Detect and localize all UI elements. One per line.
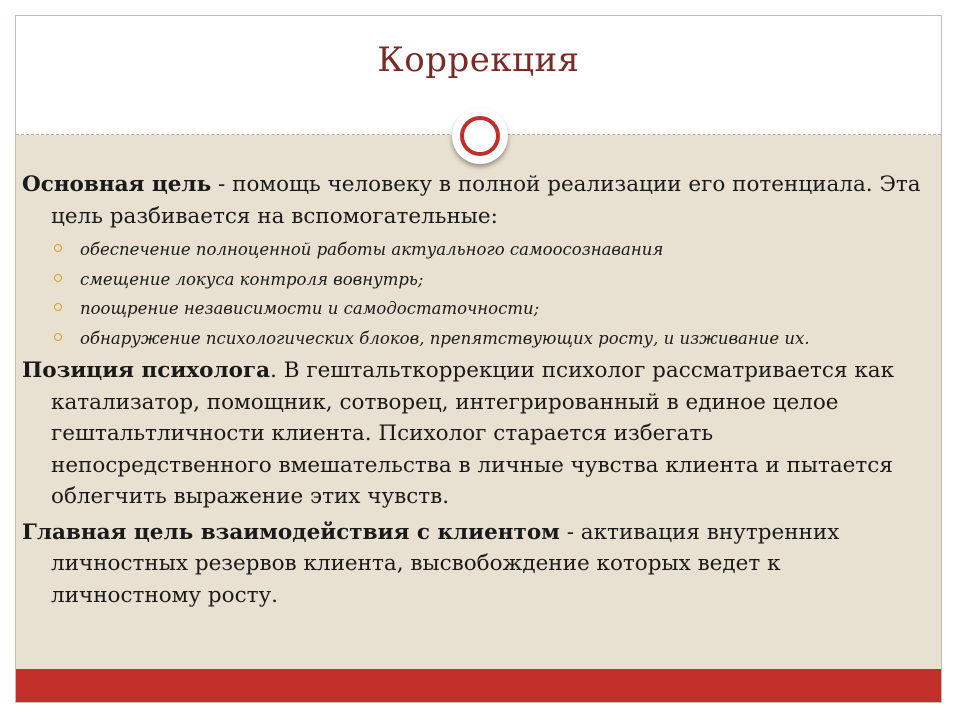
circle-bullet-icon xyxy=(54,333,62,341)
subgoal-text: обеспечение полноценной работы актуального самоосознавания xyxy=(80,240,664,259)
circle-bullet-icon xyxy=(54,244,62,252)
slide-body xyxy=(22,169,932,611)
psychologist-position-text: . В гештальткоррекции психолог рассматривается как катализатор, помощник, сотворец, интегрированный в единое целое гештальтличности клиента. Психолог старается избегать непосредственного вмешательства в личные чувства клиента и пытается облегчить выражение этих чувств. xyxy=(51,358,895,509)
bottom-accent-bar xyxy=(16,669,941,702)
main-goal-text: - помощь человеку в полной реализации его потенциала. Эта цель разбивается на вспомогательные: xyxy=(51,172,921,229)
interaction-goal-paragraph xyxy=(22,517,932,612)
main-goal-paragraph xyxy=(22,169,932,232)
subgoal-text: обнаружение психологических блоков, препятствующих росту, и изживание их. xyxy=(80,328,810,348)
list-item xyxy=(52,294,932,324)
main-goal-label: Основная цель xyxy=(22,172,212,197)
subgoal-list xyxy=(22,235,932,353)
slide-title: Коррекция xyxy=(377,40,580,80)
psychologist-position-label: Позиция психолога xyxy=(22,358,271,383)
interaction-goal-label: Главная цель взаимодействия с клиентом xyxy=(22,519,560,545)
psychologist-position-paragraph xyxy=(22,355,932,513)
subgoal-text: поощрение независимости и самодостаточности; xyxy=(80,299,540,318)
list-item xyxy=(52,265,932,295)
ring-decoration-icon xyxy=(452,108,508,164)
list-item xyxy=(52,324,932,354)
interaction-goal-text: - активация внутренних личностных резервов клиента, высвобождение которых ведет к личностному росту. xyxy=(51,519,840,608)
circle-bullet-icon xyxy=(54,274,62,282)
list-item xyxy=(52,235,932,265)
circle-bullet-icon xyxy=(54,303,62,311)
subgoal-text: смещение локуса контроля вовнутрь; xyxy=(80,269,424,289)
